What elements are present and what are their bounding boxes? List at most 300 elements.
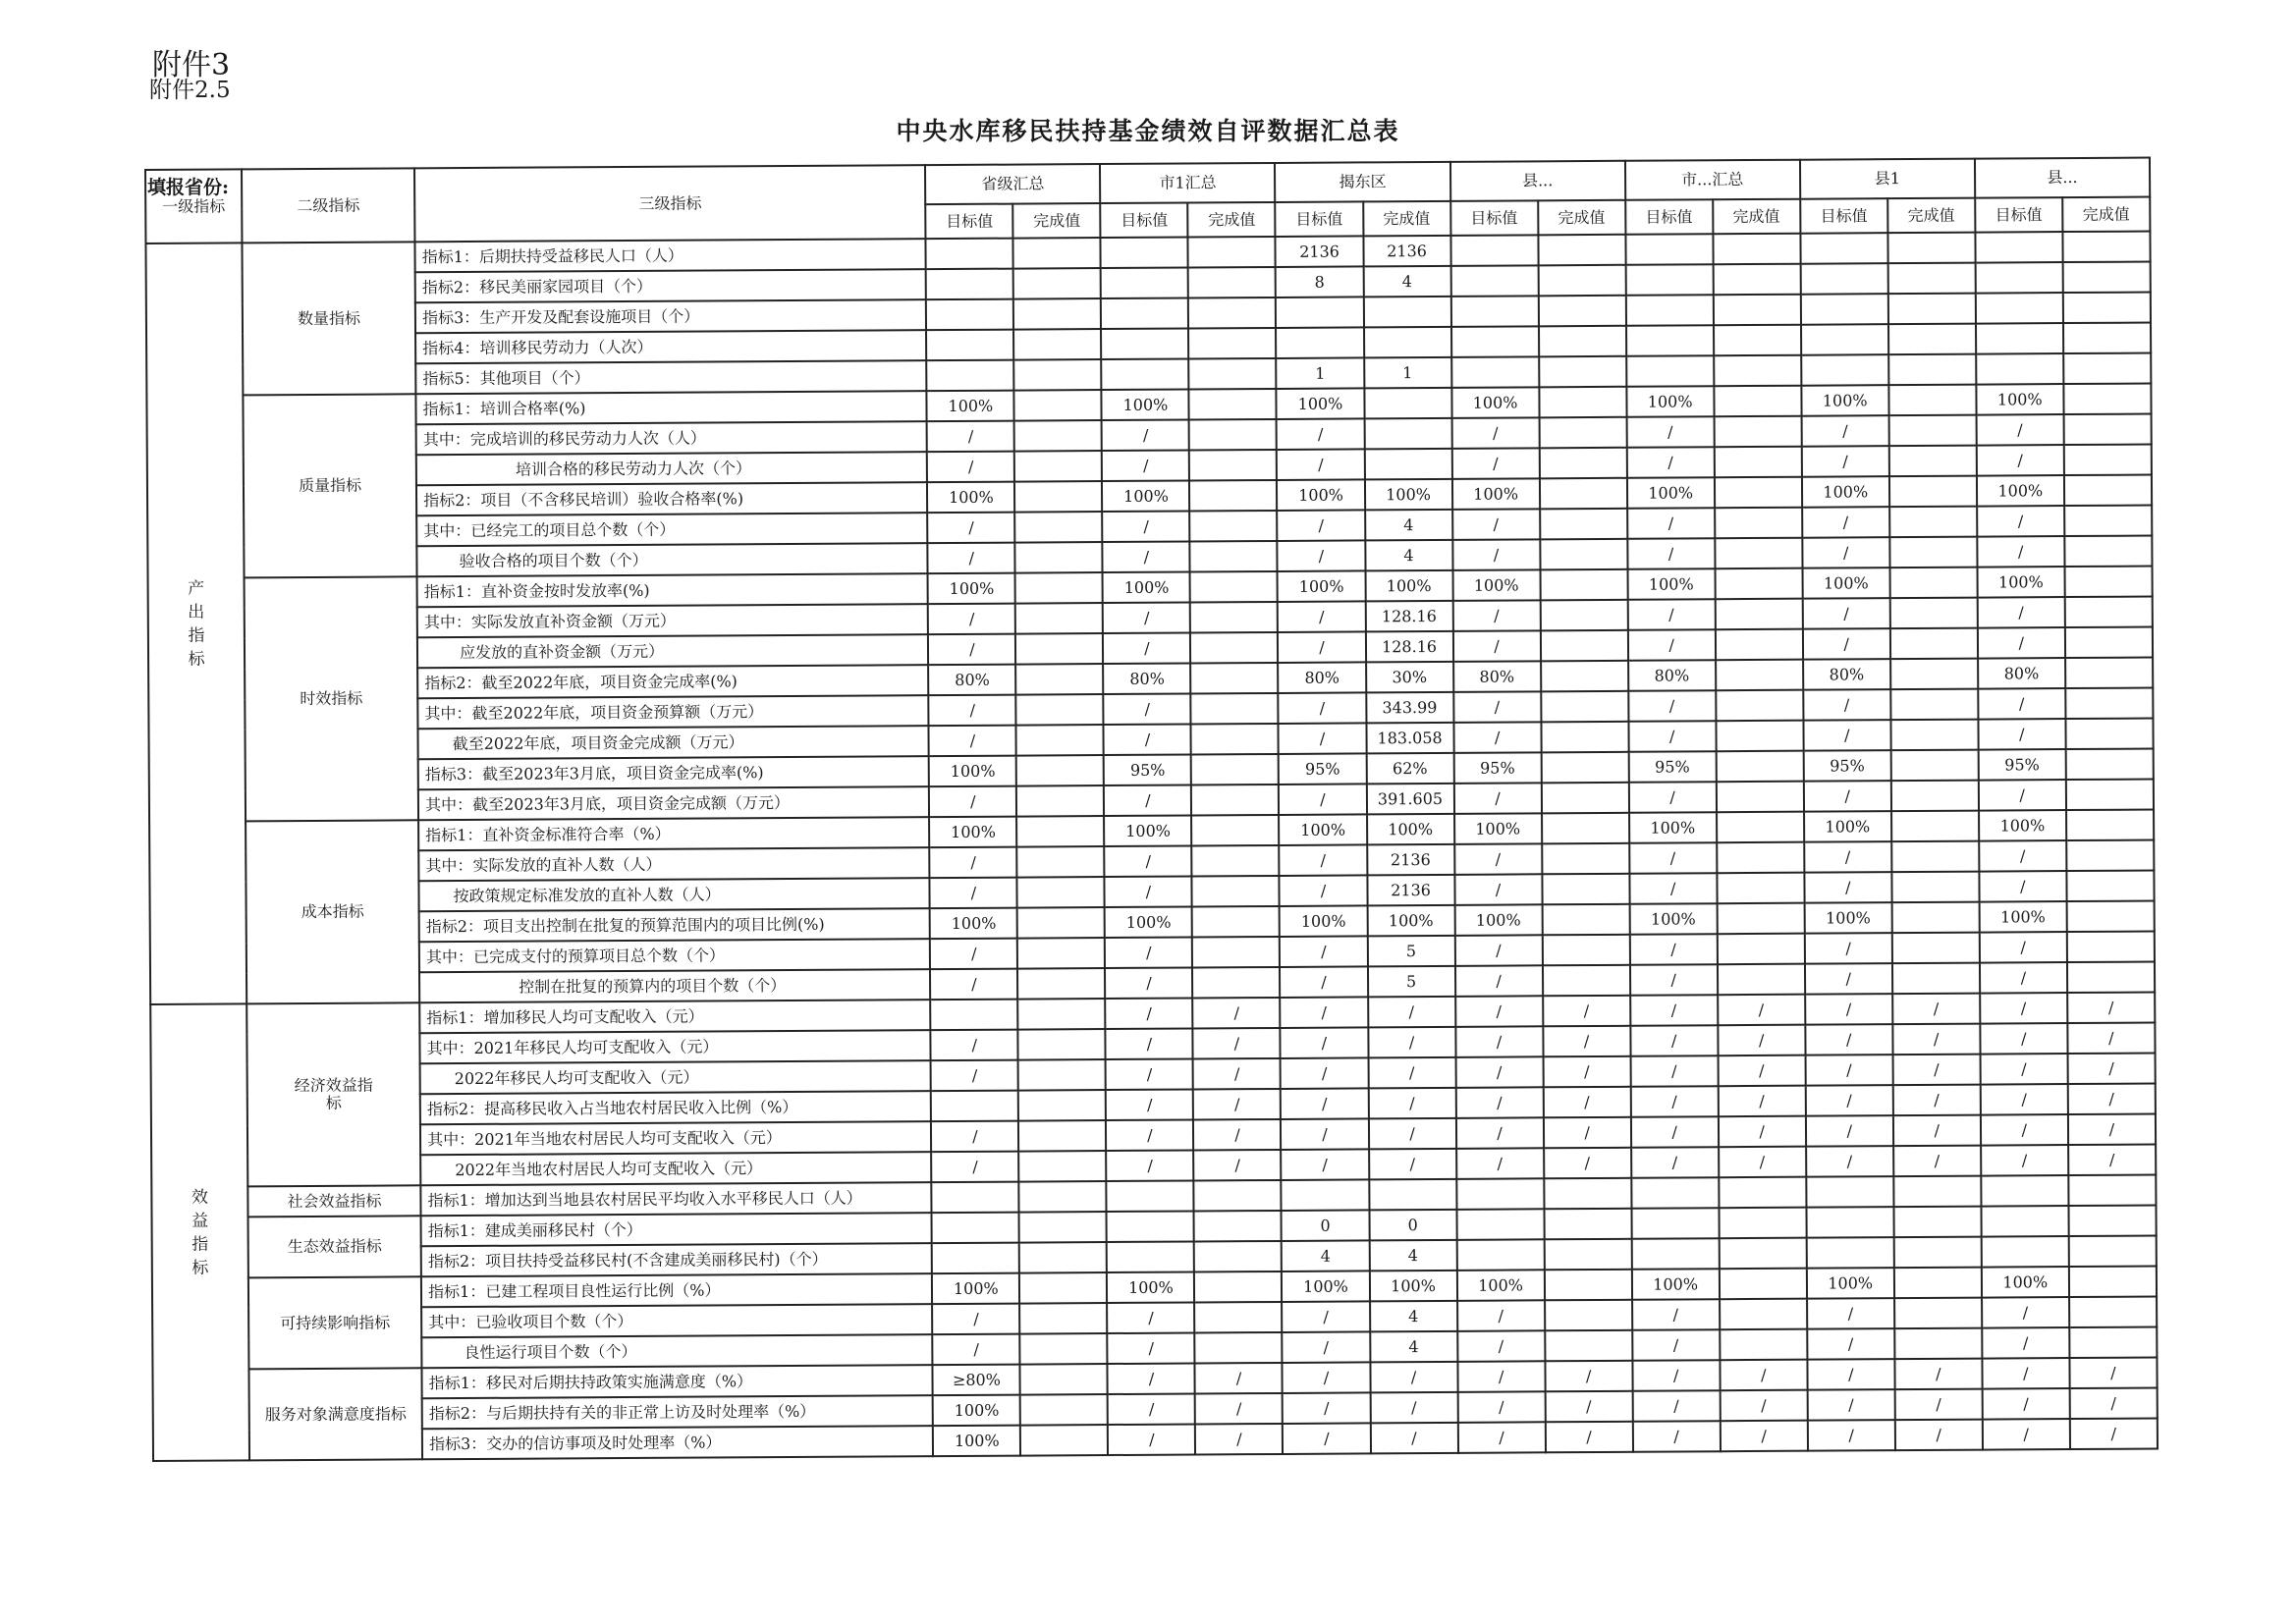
target-value-cell: / bbox=[1455, 1087, 1543, 1118]
target-value-cell: 100% bbox=[1807, 1268, 1894, 1299]
target-value-cell: / bbox=[1631, 1116, 1719, 1148]
target-value-cell: / bbox=[1980, 932, 2067, 963]
target-value-cell bbox=[1800, 233, 1887, 264]
actual-value-cell: / bbox=[1543, 1026, 1630, 1057]
target-value-cell: / bbox=[1278, 510, 1365, 541]
actual-value-cell bbox=[1541, 722, 1628, 753]
target-value-cell bbox=[1450, 296, 1538, 327]
actual-value-cell bbox=[1018, 1120, 1106, 1152]
category-cell: 数量指标 bbox=[242, 242, 415, 395]
target-value-cell: / bbox=[1454, 935, 1542, 966]
target-value-cell: / bbox=[1453, 783, 1541, 814]
actual-value-cell: 391.605 bbox=[1366, 784, 1453, 815]
target-value-cell: / bbox=[928, 543, 1015, 574]
attachment-label-2-5: 附件2.5 bbox=[149, 78, 231, 103]
actual-value-cell bbox=[1540, 569, 1627, 601]
target-value-cell bbox=[1631, 1238, 1719, 1270]
target-value-cell: / bbox=[1457, 1391, 1545, 1423]
header-actual: 完成值 bbox=[1713, 199, 1800, 235]
actual-value-cell bbox=[1188, 298, 1276, 329]
actual-value-cell bbox=[1013, 329, 1101, 360]
actual-value-cell bbox=[1195, 1302, 1283, 1333]
actual-value-cell bbox=[2065, 688, 2153, 720]
target-value-cell bbox=[1102, 359, 1189, 391]
target-value-cell: / bbox=[1803, 720, 1890, 751]
actual-value-cell bbox=[1891, 841, 1979, 873]
actual-value-cell bbox=[1890, 689, 1978, 721]
actual-value-cell: / bbox=[1892, 994, 1980, 1025]
actual-value-cell: 4 bbox=[1365, 540, 1452, 571]
actual-value-cell: / bbox=[1719, 1116, 1806, 1148]
actual-value-cell: / bbox=[1193, 1119, 1281, 1151]
target-value-cell: 100% bbox=[929, 817, 1016, 848]
actual-value-cell bbox=[2065, 719, 2153, 750]
target-value-cell: / bbox=[1451, 417, 1539, 449]
target-value-cell bbox=[1451, 326, 1539, 357]
target-value-cell: 80% bbox=[928, 665, 1015, 696]
actual-value-cell bbox=[1890, 720, 1978, 751]
actual-value-cell: / bbox=[2069, 1358, 2157, 1389]
target-value-cell bbox=[932, 1213, 1019, 1244]
target-value-cell: / bbox=[1104, 784, 1191, 816]
actual-value-cell bbox=[1545, 1330, 1632, 1362]
actual-value-cell bbox=[1016, 755, 1104, 786]
actual-value-cell bbox=[2069, 1267, 2157, 1298]
actual-value-cell bbox=[1018, 1090, 1106, 1121]
actual-value-cell bbox=[1017, 938, 1105, 969]
target-value-cell bbox=[1107, 1241, 1194, 1272]
target-value-cell: 80% bbox=[1978, 658, 2065, 689]
actual-value-cell bbox=[1889, 446, 1977, 477]
target-value-cell: / bbox=[1457, 1422, 1545, 1453]
actual-value-cell bbox=[1019, 1151, 1107, 1182]
target-value-cell: / bbox=[1454, 843, 1542, 875]
target-value-cell: 100% bbox=[1278, 570, 1365, 602]
target-value-cell: / bbox=[1805, 1085, 1892, 1116]
target-value-cell: / bbox=[1283, 1331, 1370, 1363]
actual-value-cell bbox=[1369, 1179, 1456, 1211]
actual-value-cell bbox=[1714, 447, 1801, 478]
actual-value-cell bbox=[1892, 933, 1980, 964]
actual-value-cell: / bbox=[1544, 1117, 1631, 1149]
actual-value-cell bbox=[1544, 1178, 1631, 1210]
actual-value-cell bbox=[1017, 907, 1105, 939]
actual-value-cell bbox=[2069, 1297, 2157, 1328]
target-value-cell bbox=[1450, 265, 1538, 297]
actual-value-cell bbox=[2066, 810, 2154, 841]
indicator-label: 指标2：项目支出控制在批复的预算范围内的项目比例(%) bbox=[419, 908, 930, 942]
actual-value-cell bbox=[1016, 816, 1104, 847]
target-value-cell: / bbox=[1805, 994, 1892, 1025]
actual-value-cell: / bbox=[1195, 1363, 1283, 1394]
actual-value-cell bbox=[1191, 724, 1279, 755]
indicator-label: 指标2：截至2022年底，项目资金完成率(%) bbox=[417, 665, 928, 698]
actual-value-cell bbox=[1888, 354, 1976, 386]
target-value-cell: 100% bbox=[1629, 903, 1717, 935]
actual-value-cell: / bbox=[1893, 1146, 1981, 1177]
target-value-cell bbox=[1975, 262, 2062, 294]
target-value-cell: / bbox=[1455, 965, 1543, 997]
actual-value-cell bbox=[1889, 598, 1977, 629]
actual-value-cell bbox=[1190, 632, 1278, 664]
target-value-cell: 100% bbox=[1452, 569, 1540, 601]
target-value-cell: / bbox=[1108, 1332, 1195, 1364]
actual-value-cell bbox=[2065, 627, 2153, 659]
actual-value-cell bbox=[1541, 752, 1628, 784]
actual-value-cell: 2136 bbox=[1367, 844, 1454, 876]
target-value-cell bbox=[1456, 1239, 1544, 1271]
target-value-cell: 100% bbox=[1454, 904, 1542, 936]
target-value-cell: 100% bbox=[927, 391, 1014, 422]
target-value-cell: / bbox=[1453, 691, 1541, 723]
actual-value-cell bbox=[1014, 451, 1102, 482]
actual-value-cell bbox=[1714, 416, 1801, 448]
actual-value-cell: 100% bbox=[1367, 814, 1454, 845]
indicator-label: 指标2：项目扶持受益移民村(不含建成美丽移民村)（个） bbox=[421, 1243, 932, 1276]
target-value-cell: / bbox=[929, 726, 1016, 757]
actual-value-cell bbox=[1717, 842, 1804, 874]
actual-value-cell bbox=[1539, 356, 1626, 388]
header-region: 县... bbox=[1450, 161, 1625, 201]
actual-value-cell bbox=[1013, 238, 1101, 269]
target-value-cell: / bbox=[1106, 1058, 1193, 1090]
actual-value-cell bbox=[1889, 507, 1977, 538]
actual-value-cell: / bbox=[1368, 1027, 1455, 1058]
indicator-label: 指标1：增加移民人均可支配收入（元） bbox=[419, 1000, 930, 1033]
target-value-cell: / bbox=[1629, 934, 1717, 965]
actual-value-cell: / bbox=[1370, 1423, 1457, 1454]
actual-value-cell: / bbox=[1370, 1392, 1457, 1424]
header-region: 市1汇总 bbox=[1100, 163, 1275, 203]
target-value-cell: / bbox=[1980, 962, 2067, 994]
actual-value-cell bbox=[1717, 812, 1804, 843]
actual-value-cell bbox=[1014, 481, 1102, 513]
header-actual: 完成值 bbox=[1538, 200, 1625, 236]
target-value-cell: / bbox=[1805, 1024, 1892, 1055]
summary-table bbox=[144, 157, 2159, 1462]
actual-value-cell bbox=[2064, 506, 2152, 537]
target-value-cell bbox=[1981, 1175, 2068, 1207]
actual-value-cell bbox=[1720, 1329, 1807, 1361]
target-value-cell: / bbox=[1979, 840, 2066, 872]
actual-value-cell: / bbox=[2068, 1114, 2156, 1146]
actual-value-cell: / bbox=[1195, 1424, 1283, 1455]
target-value-cell: / bbox=[1626, 447, 1714, 478]
target-value-cell: / bbox=[1452, 509, 1540, 540]
target-value-cell: 100% bbox=[1452, 478, 1540, 510]
target-value-cell: / bbox=[1630, 995, 1718, 1026]
actual-value-cell bbox=[1714, 386, 1801, 417]
actual-value-cell bbox=[1719, 1177, 1806, 1209]
target-value-cell: / bbox=[1106, 998, 1193, 1029]
target-value-cell: / bbox=[1107, 1150, 1194, 1181]
actual-value-cell: / bbox=[1370, 1362, 1457, 1393]
actual-value-cell: / bbox=[1543, 1056, 1630, 1088]
actual-value-cell bbox=[1190, 541, 1278, 572]
target-value-cell: / bbox=[1452, 600, 1540, 631]
actual-value-cell: / bbox=[1543, 1087, 1630, 1118]
actual-value-cell bbox=[1894, 1328, 1982, 1360]
actual-value-cell bbox=[1717, 873, 1804, 904]
actual-value-cell bbox=[1542, 843, 1629, 875]
actual-value-cell bbox=[1713, 234, 1800, 265]
target-value-cell: 100% bbox=[1277, 479, 1364, 511]
target-value-cell: 100% bbox=[1977, 475, 2064, 507]
actual-value-cell bbox=[2063, 293, 2151, 324]
target-value-cell: / bbox=[1452, 630, 1540, 662]
target-value-cell: / bbox=[1455, 1056, 1543, 1088]
actual-value-cell bbox=[2062, 232, 2150, 263]
target-value-cell bbox=[1107, 1180, 1194, 1212]
target-value-cell: / bbox=[1981, 1114, 2068, 1146]
actual-value-cell: 183.058 bbox=[1366, 723, 1453, 754]
target-value-cell: / bbox=[1280, 936, 1367, 967]
actual-value-cell bbox=[1189, 358, 1277, 390]
indicator-label: 指标2：与后期扶持有关的非正常上访及时处理率（%） bbox=[422, 1395, 933, 1429]
target-value-cell: / bbox=[1977, 597, 2064, 628]
actual-value-cell bbox=[1542, 904, 1629, 936]
actual-value-cell bbox=[1190, 571, 1278, 603]
target-value-cell: / bbox=[1280, 875, 1367, 906]
actual-value-cell bbox=[1190, 511, 1278, 542]
header-actual: 完成值 bbox=[1363, 201, 1450, 237]
target-value-cell: / bbox=[1632, 1360, 1720, 1391]
category-cell: 生态效益指标 bbox=[248, 1216, 421, 1277]
actual-value-cell bbox=[2064, 567, 2152, 598]
target-value-cell: / bbox=[1982, 1388, 2069, 1420]
target-value-cell: ≥80% bbox=[933, 1365, 1020, 1396]
header-region: 县... bbox=[1975, 158, 2150, 198]
indicator-label: 指标1：增加达到当地县农村居民平均收入水平移民人口（人） bbox=[420, 1182, 931, 1216]
target-value-cell: 100% bbox=[1103, 572, 1190, 604]
target-value-cell: / bbox=[1982, 1358, 2069, 1389]
document-title: 中央水库移民扶持基金绩效自评数据汇总表 bbox=[896, 117, 1400, 145]
actual-value-cell: 100% bbox=[1365, 570, 1452, 602]
target-value-cell bbox=[1801, 354, 1888, 386]
header-target: 目标值 bbox=[1800, 198, 1887, 234]
actual-value-cell bbox=[2062, 262, 2150, 294]
actual-value-cell bbox=[1716, 721, 1803, 752]
actual-value-cell bbox=[1890, 750, 1978, 782]
indicator-label: 指标1：建成美丽移民村（个） bbox=[421, 1213, 932, 1246]
indicator-label: 指标3：生产开发及配套设施项目（个） bbox=[415, 299, 926, 333]
target-value-cell: 100% bbox=[1632, 1269, 1720, 1300]
actual-value-cell bbox=[1717, 782, 1804, 813]
actual-value-cell bbox=[1192, 937, 1280, 968]
actual-value-cell bbox=[1020, 1364, 1108, 1395]
target-value-cell: / bbox=[1802, 598, 1889, 629]
target-value-cell bbox=[1101, 298, 1188, 330]
actual-value-cell: / bbox=[1892, 1024, 1980, 1055]
actual-value-cell bbox=[1192, 876, 1280, 907]
target-value-cell: 100% bbox=[1979, 901, 2066, 933]
indicator-label: 验收合格的项目个数（个） bbox=[416, 543, 927, 576]
target-value-cell: / bbox=[1281, 1088, 1368, 1119]
target-value-cell: 100% bbox=[1982, 1267, 2069, 1298]
actual-value-cell bbox=[1020, 1394, 1108, 1426]
target-value-cell: 100% bbox=[1629, 812, 1717, 843]
target-value-cell bbox=[932, 1243, 1019, 1274]
output-group-cell: 产 出 指 标 bbox=[145, 243, 246, 1004]
actual-value-cell: / bbox=[1545, 1422, 1632, 1453]
indicator-label: 其中：已经完工的项目总个数（个） bbox=[416, 513, 927, 546]
target-value-cell: / bbox=[1283, 1362, 1370, 1393]
target-value-cell bbox=[1976, 323, 2063, 354]
target-value-cell: 4 bbox=[1282, 1240, 1369, 1271]
header-region: 县1 bbox=[1800, 159, 1975, 199]
header-actual: 完成值 bbox=[2062, 197, 2150, 233]
actual-value-cell bbox=[1020, 1333, 1108, 1365]
actual-value-cell bbox=[1191, 815, 1279, 846]
target-value-cell: / bbox=[1628, 721, 1716, 752]
target-value-cell bbox=[927, 360, 1014, 392]
indicator-label: 指标4：培训移民劳动力（人次） bbox=[415, 330, 926, 363]
header-level1: 一级指标 bbox=[145, 169, 242, 243]
benefit-group-cell: 效 益 指 标 bbox=[150, 1003, 249, 1461]
actual-value-cell bbox=[2063, 353, 2151, 385]
target-value-cell: / bbox=[1279, 784, 1366, 815]
actual-value-cell: / bbox=[1368, 1088, 1455, 1119]
actual-value-cell bbox=[1717, 934, 1804, 965]
actual-value-cell bbox=[1540, 630, 1627, 662]
indicator-label: 其中：完成培训的移民劳动力人次（人） bbox=[416, 421, 927, 455]
actual-value-cell: 128.16 bbox=[1365, 631, 1452, 663]
actual-value-cell: / bbox=[1894, 1389, 1982, 1421]
target-value-cell: / bbox=[1452, 539, 1540, 570]
actual-value-cell bbox=[1015, 603, 1103, 634]
indicator-label: 指标1：已建工程项目良性运行比例（%） bbox=[421, 1273, 932, 1307]
header-target: 目标值 bbox=[1450, 200, 1538, 236]
actual-value-cell bbox=[1018, 1059, 1106, 1091]
actual-value-cell bbox=[1364, 327, 1451, 358]
header-region: 揭东区 bbox=[1275, 162, 1449, 202]
actual-value-cell: / bbox=[1368, 997, 1455, 1028]
actual-value-cell: 4 bbox=[1370, 1331, 1457, 1363]
actual-value-cell bbox=[2063, 414, 2151, 446]
actual-value-cell bbox=[1014, 390, 1102, 421]
actual-value-cell: / bbox=[1720, 1421, 1807, 1452]
target-value-cell: / bbox=[1108, 1393, 1195, 1425]
target-value-cell: / bbox=[1280, 844, 1367, 876]
actual-value-cell bbox=[1544, 1209, 1631, 1240]
indicator-label: 指标1：培训合格率(%) bbox=[416, 391, 927, 424]
actual-value-cell bbox=[1018, 1029, 1106, 1060]
target-value-cell bbox=[1456, 1178, 1544, 1210]
actual-value-cell bbox=[1019, 1272, 1107, 1304]
actual-value-cell bbox=[1539, 387, 1626, 418]
header-actual: 完成值 bbox=[1188, 202, 1276, 238]
target-value-cell: 0 bbox=[1282, 1210, 1369, 1241]
actual-value-cell: / bbox=[1720, 1360, 1807, 1391]
target-value-cell bbox=[1450, 235, 1538, 266]
target-value-cell: / bbox=[1281, 1027, 1368, 1058]
actual-value-cell bbox=[1716, 751, 1803, 783]
actual-value-cell bbox=[2067, 932, 2155, 963]
actual-value-cell bbox=[2064, 536, 2152, 568]
target-value-cell: / bbox=[928, 634, 1015, 666]
target-value-cell: / bbox=[1103, 512, 1190, 543]
target-value-cell: / bbox=[1983, 1419, 2070, 1450]
actual-value-cell: / bbox=[1894, 1359, 1982, 1390]
target-value-cell: / bbox=[1280, 966, 1367, 998]
actual-value-cell bbox=[1889, 476, 1977, 508]
actual-value-cell bbox=[1720, 1269, 1807, 1300]
target-value-cell: / bbox=[927, 452, 1014, 483]
actual-value-cell: 100% bbox=[1364, 479, 1451, 511]
target-value-cell: 100% bbox=[933, 1426, 1020, 1457]
actual-value-cell bbox=[2065, 658, 2153, 689]
target-value-cell: 100% bbox=[1456, 1270, 1544, 1301]
actual-value-cell bbox=[1888, 324, 1976, 355]
target-value-cell: / bbox=[1806, 1115, 1893, 1147]
target-value-cell: / bbox=[928, 604, 1015, 635]
actual-value-cell: / bbox=[1193, 1058, 1281, 1090]
actual-value-cell bbox=[1894, 1298, 1982, 1329]
actual-value-cell bbox=[1363, 297, 1450, 328]
target-value-cell: / bbox=[1802, 537, 1889, 568]
actual-value-cell: / bbox=[1544, 1148, 1631, 1179]
indicator-label: 指标3：截至2023年3月底，项目资金完成率(%) bbox=[418, 756, 929, 789]
header-level3: 三级指标 bbox=[414, 165, 926, 242]
actual-value-cell bbox=[1891, 781, 1979, 812]
actual-value-cell: / bbox=[1193, 1089, 1281, 1120]
actual-value-cell bbox=[1189, 419, 1277, 451]
actual-value-cell bbox=[2068, 1236, 2156, 1268]
target-value-cell bbox=[1107, 1211, 1194, 1242]
actual-value-cell bbox=[1542, 874, 1629, 905]
target-value-cell: 100% bbox=[1104, 815, 1191, 846]
target-value-cell: 95% bbox=[1803, 750, 1890, 782]
target-value-cell: / bbox=[1805, 1055, 1892, 1086]
target-value-cell bbox=[1806, 1237, 1893, 1269]
target-value-cell: / bbox=[933, 1334, 1020, 1366]
target-value-cell: / bbox=[932, 1304, 1019, 1335]
target-value-cell: 1 bbox=[1277, 357, 1364, 389]
target-value-cell: 100% bbox=[1802, 476, 1889, 508]
actual-value-cell bbox=[1892, 963, 1980, 995]
actual-value-cell bbox=[1013, 268, 1101, 299]
target-value-cell: / bbox=[929, 695, 1016, 727]
target-value-cell: / bbox=[1106, 1119, 1193, 1151]
target-value-cell: / bbox=[1453, 722, 1541, 753]
target-value-cell bbox=[1101, 329, 1188, 360]
indicator-label: 其中：已完成支付的预算项目总个数（个） bbox=[419, 939, 930, 972]
target-value-cell: / bbox=[1457, 1300, 1545, 1331]
target-value-cell: / bbox=[1980, 1023, 2067, 1055]
target-value-cell bbox=[931, 1000, 1018, 1031]
target-value-cell bbox=[1625, 234, 1713, 265]
actual-value-cell: 4 bbox=[1370, 1301, 1457, 1332]
header-target: 目标值 bbox=[1975, 197, 2062, 233]
actual-value-cell bbox=[1891, 902, 1979, 934]
target-value-cell: 100% bbox=[933, 1395, 1020, 1427]
actual-value-cell: / bbox=[1194, 1150, 1282, 1181]
target-value-cell: / bbox=[1630, 1025, 1718, 1056]
actual-value-cell bbox=[1014, 359, 1102, 391]
indicator-label: 其中：实际发放的直补人数（人） bbox=[418, 847, 929, 881]
target-value-cell bbox=[1276, 297, 1363, 328]
actual-value-cell bbox=[2068, 1175, 2156, 1207]
actual-value-cell: 0 bbox=[1369, 1210, 1456, 1241]
target-value-cell: / bbox=[1631, 1147, 1719, 1178]
target-value-cell: / bbox=[1627, 599, 1715, 630]
target-value-cell: / bbox=[1454, 874, 1542, 905]
target-value-cell bbox=[1626, 355, 1714, 387]
actual-value-cell bbox=[1016, 725, 1104, 756]
target-value-cell: / bbox=[1281, 997, 1368, 1028]
actual-value-cell bbox=[1720, 1299, 1807, 1330]
target-value-cell: 100% bbox=[1626, 386, 1714, 417]
